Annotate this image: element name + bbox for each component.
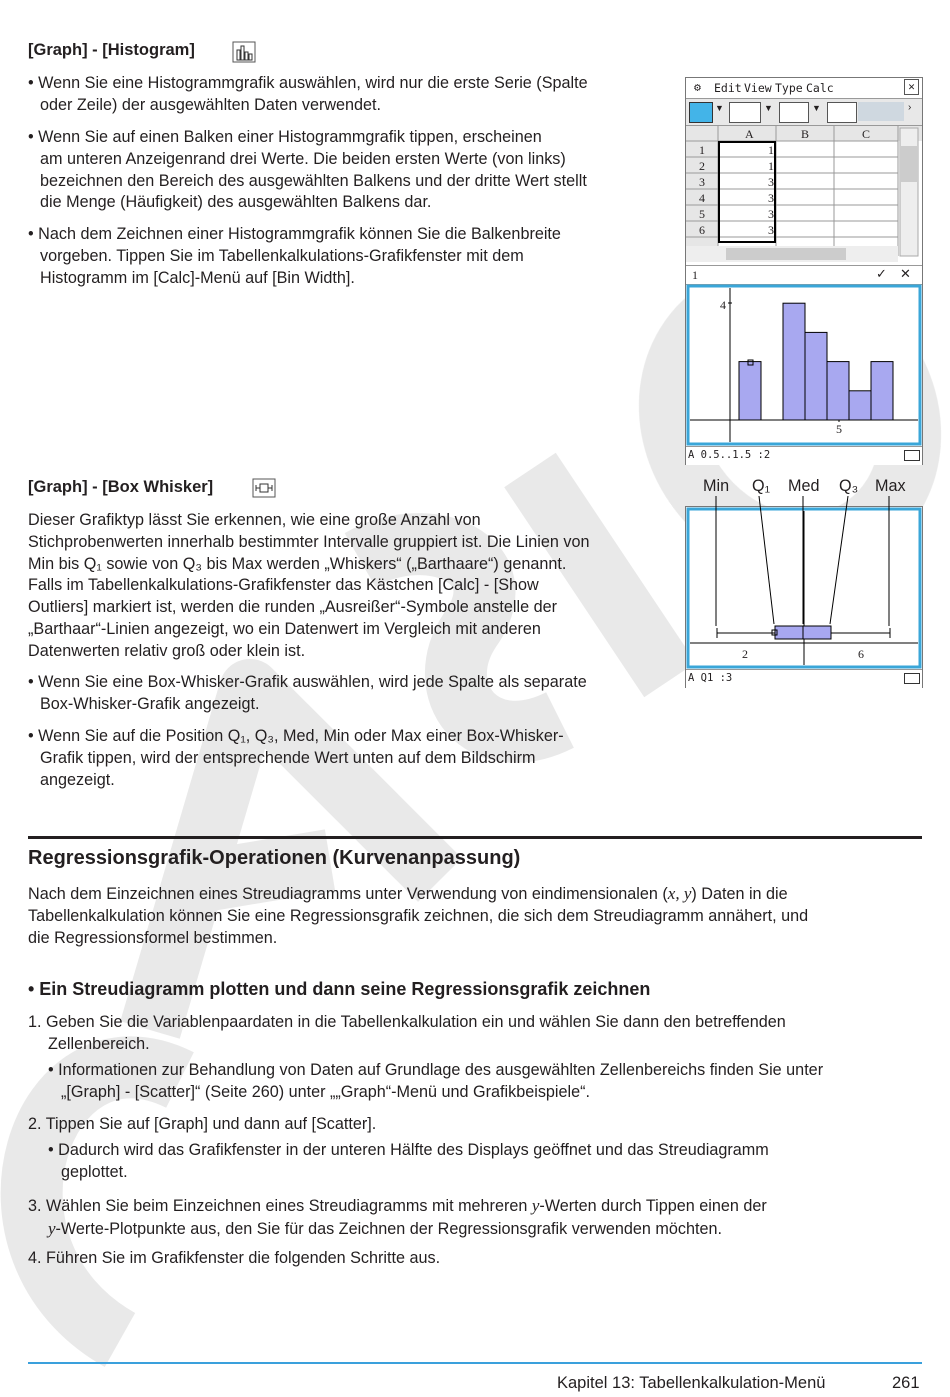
label-q3: Q₃ xyxy=(839,477,859,495)
line-tool-icon[interactable] xyxy=(779,102,809,123)
row-header[interactable]: 6 xyxy=(699,223,705,237)
step-4: 4. Führen Sie im Grafikfenster die folgenden Schritte aus. xyxy=(28,1249,441,1267)
histogram-bar[interactable] xyxy=(827,362,849,420)
calculator-screen xyxy=(685,77,923,465)
step-2-note: • Dadurch wird das Grafikfenster in der unteren Hälfte des Displays geöffnet und das Streudiagramm geplottet. xyxy=(48,1141,769,1181)
histogram-bar[interactable] xyxy=(783,303,805,420)
step-3: 3. Wählen Sie beim Einzeichnen eines Streudiagramms mit mehreren y-Werten durch Tippen einen der y-Werte-Plotpunkte aus, den Sie für das Zeichnen der Regressionsgrafik verwenden möchten. xyxy=(28,1196,767,1238)
cell-a4[interactable]: 3 xyxy=(768,191,774,205)
menu-type[interactable]: Type xyxy=(775,81,803,95)
battery-icon xyxy=(904,673,920,684)
column-header-c[interactable]: C xyxy=(862,127,871,141)
cell-a2[interactable]: 1 xyxy=(768,159,774,173)
histogram-bar[interactable] xyxy=(805,332,827,420)
close-icon[interactable]: ✕ xyxy=(904,79,919,95)
gear-icon[interactable]: ⚙ xyxy=(694,80,701,94)
step-1: 1. Geben Sie die Variablenpaardaten in die Tabellenkalkulation ein und wählen Sie dann den betreffenden Zellenbereich. xyxy=(28,1013,786,1053)
axis-label-6: 6 xyxy=(858,647,864,661)
spreadsheet-grid[interactable] xyxy=(686,126,922,266)
section-intro: Nach dem Einzeichnen eines Streudiagramms unter Verwendung von eindimensionalen (x, y) Daten in die Tabellenkalkulation können Sie eine Regressionsgrafik zeichnen, die sich dem Streudiagramm annähert, und die Regressionsformel bestimmen. xyxy=(28,884,809,947)
cell-a5[interactable]: 3 xyxy=(768,207,774,221)
row-header[interactable]: 4 xyxy=(699,191,705,205)
subheading: • Ein Streudiagramm plotten und dann seine Regressionsgrafik zeichnen xyxy=(28,979,651,999)
histogram-bullet-3: • Nach dem Zeichnen einer Histogrammgrafik können Sie die Balkenbreite vorgeben. Tippen Sie im Tabellenkalkulations-Grafikfenster mit dem Histogramm im [Calc]-Menü auf [Bin Width]. xyxy=(28,225,561,287)
select-tool-icon[interactable] xyxy=(689,102,713,123)
battery-icon xyxy=(904,450,920,461)
histogram-icon xyxy=(232,41,256,63)
check-icon[interactable]: ✓ xyxy=(876,266,887,281)
histogram-bar[interactable] xyxy=(849,391,871,420)
histogram-bar[interactable] xyxy=(871,362,893,420)
status-bar xyxy=(686,446,922,465)
menu-edit[interactable]: Edit xyxy=(714,81,742,95)
page-number: 261 xyxy=(892,1374,920,1392)
cell-a6[interactable]: 3 xyxy=(768,223,774,237)
chevron-down-icon[interactable]: ▼ xyxy=(715,103,724,113)
row-header[interactable]: 2 xyxy=(699,159,705,173)
label-min: Min xyxy=(703,477,730,495)
footer-chapter: Kapitel 13: Tabellenkalkulation-Menü xyxy=(557,1374,826,1392)
label-max: Max xyxy=(875,477,906,495)
toolbar-spacer xyxy=(858,102,904,121)
column-header-b[interactable]: B xyxy=(801,127,810,141)
section-divider xyxy=(28,836,922,839)
histogram-heading: [Graph] - [Histogram] xyxy=(28,41,195,59)
chevron-right-icon[interactable]: › xyxy=(908,102,912,113)
histogram-bullet-2: • Wenn Sie auf einen Balken einer Histogrammgrafik tippen, erscheinen am unteren Anzeigenrand drei Werte. Die beiden ersten Werte (von links) bezeichnen den Bereich des ausgewählten Balkens und der dritte Wert stellt die Menge (Häufigkeit) des ausgewählten Balkens dar. xyxy=(28,128,587,212)
label-med: Med xyxy=(788,477,820,495)
step-1-note: • Informationen zur Behandlung von Daten auf Grundlage des ausgewählten Zellenbereichs finden Sie unter „[Graph] - [Scatter]“ (Seite 260) unter „„Graph“-Menü und Grafikbeispiele“. xyxy=(48,1061,824,1101)
menu-view[interactable]: View xyxy=(744,81,772,95)
boxwhisker-paragraph: Dieser Grafiktyp lässt Sie erkennen, wie eine große Anzahl von Stichprobenwerten innerhalb bestimmter Intervalle gruppiert ist. Die Linien von Min bis Q₁ sowie von Q₃ bis Max werden „Whiskers“ („Barthaare“) genannt. Falls im Tabellenkalkulations-Grafikfenster das Kästchen [Calc] - [Show Outliers] markiert ist, werden die runden „Ausreißer“-Symbole anstelle der „Barthaar“-Linien angezeigt, wo ein Datenwert im Vergleich mit anderen Datenwerten relativ groß oder klein ist. xyxy=(28,511,590,660)
boxwhisker-bullet-2: • Wenn Sie auf die Position Q₁, Q₃, Med, Min oder Max einer Box-Whisker- Grafik tippen, wird der entsprechende Wert unten auf dem Bildschirm angezeigt. xyxy=(28,727,564,789)
chevron-down-icon[interactable]: ▼ xyxy=(812,103,821,113)
axis-label-2: 2 xyxy=(742,647,748,661)
box-whisker-icon xyxy=(252,478,276,498)
step-2: 2. Tippen Sie auf [Graph] und dann auf [Scatter]. xyxy=(28,1115,377,1133)
histogram-tool-icon[interactable] xyxy=(729,102,761,123)
menu-calc[interactable]: Calc xyxy=(806,81,834,95)
menu-bar xyxy=(686,78,922,99)
label-q1: Q₁ xyxy=(752,477,771,495)
footer-line xyxy=(28,1362,922,1364)
cell-a3[interactable]: 3 xyxy=(768,175,774,189)
column-header-a[interactable]: A xyxy=(745,127,754,141)
histogram-bullet-1: • Wenn Sie eine Histogrammgrafik auswählen, wird nur die erste Serie (Spalte oder Zeile) der ausgewählten Daten verwendet. xyxy=(28,74,588,114)
cancel-icon[interactable]: ✕ xyxy=(900,266,911,281)
entry-line[interactable] xyxy=(686,265,922,285)
chevron-down-icon[interactable]: ▼ xyxy=(764,103,773,113)
graph-y-label: 4 xyxy=(720,298,726,312)
entry-value[interactable]: 1 xyxy=(692,268,698,282)
histogram-bar[interactable] xyxy=(739,362,761,420)
boxwhisker-heading: [Graph] - [Box Whisker] xyxy=(28,478,214,496)
status-text: A 0.5..1.5 :2 xyxy=(688,449,771,461)
boxwhisker-bullet-1: • Wenn Sie eine Box-Whisker-Grafik auswählen, wird jede Spalte als separate Box-Whisker-Grafik angezeigt. xyxy=(28,673,587,713)
row-header[interactable]: 1 xyxy=(699,143,705,157)
grid-tool-icon[interactable] xyxy=(827,102,857,123)
status-text: A Q1 :3 xyxy=(688,672,733,684)
section-title: Regressionsgrafik-Operationen (Kurvenanpassung) xyxy=(28,847,521,869)
cell-a1[interactable]: 1 xyxy=(768,143,774,157)
label-pointer-lines xyxy=(685,496,921,632)
status-bar xyxy=(686,669,922,688)
row-header[interactable]: 5 xyxy=(699,207,705,221)
graph-x-label: 5 xyxy=(836,422,842,436)
row-header[interactable]: 3 xyxy=(699,175,705,189)
toolbar xyxy=(686,99,922,126)
